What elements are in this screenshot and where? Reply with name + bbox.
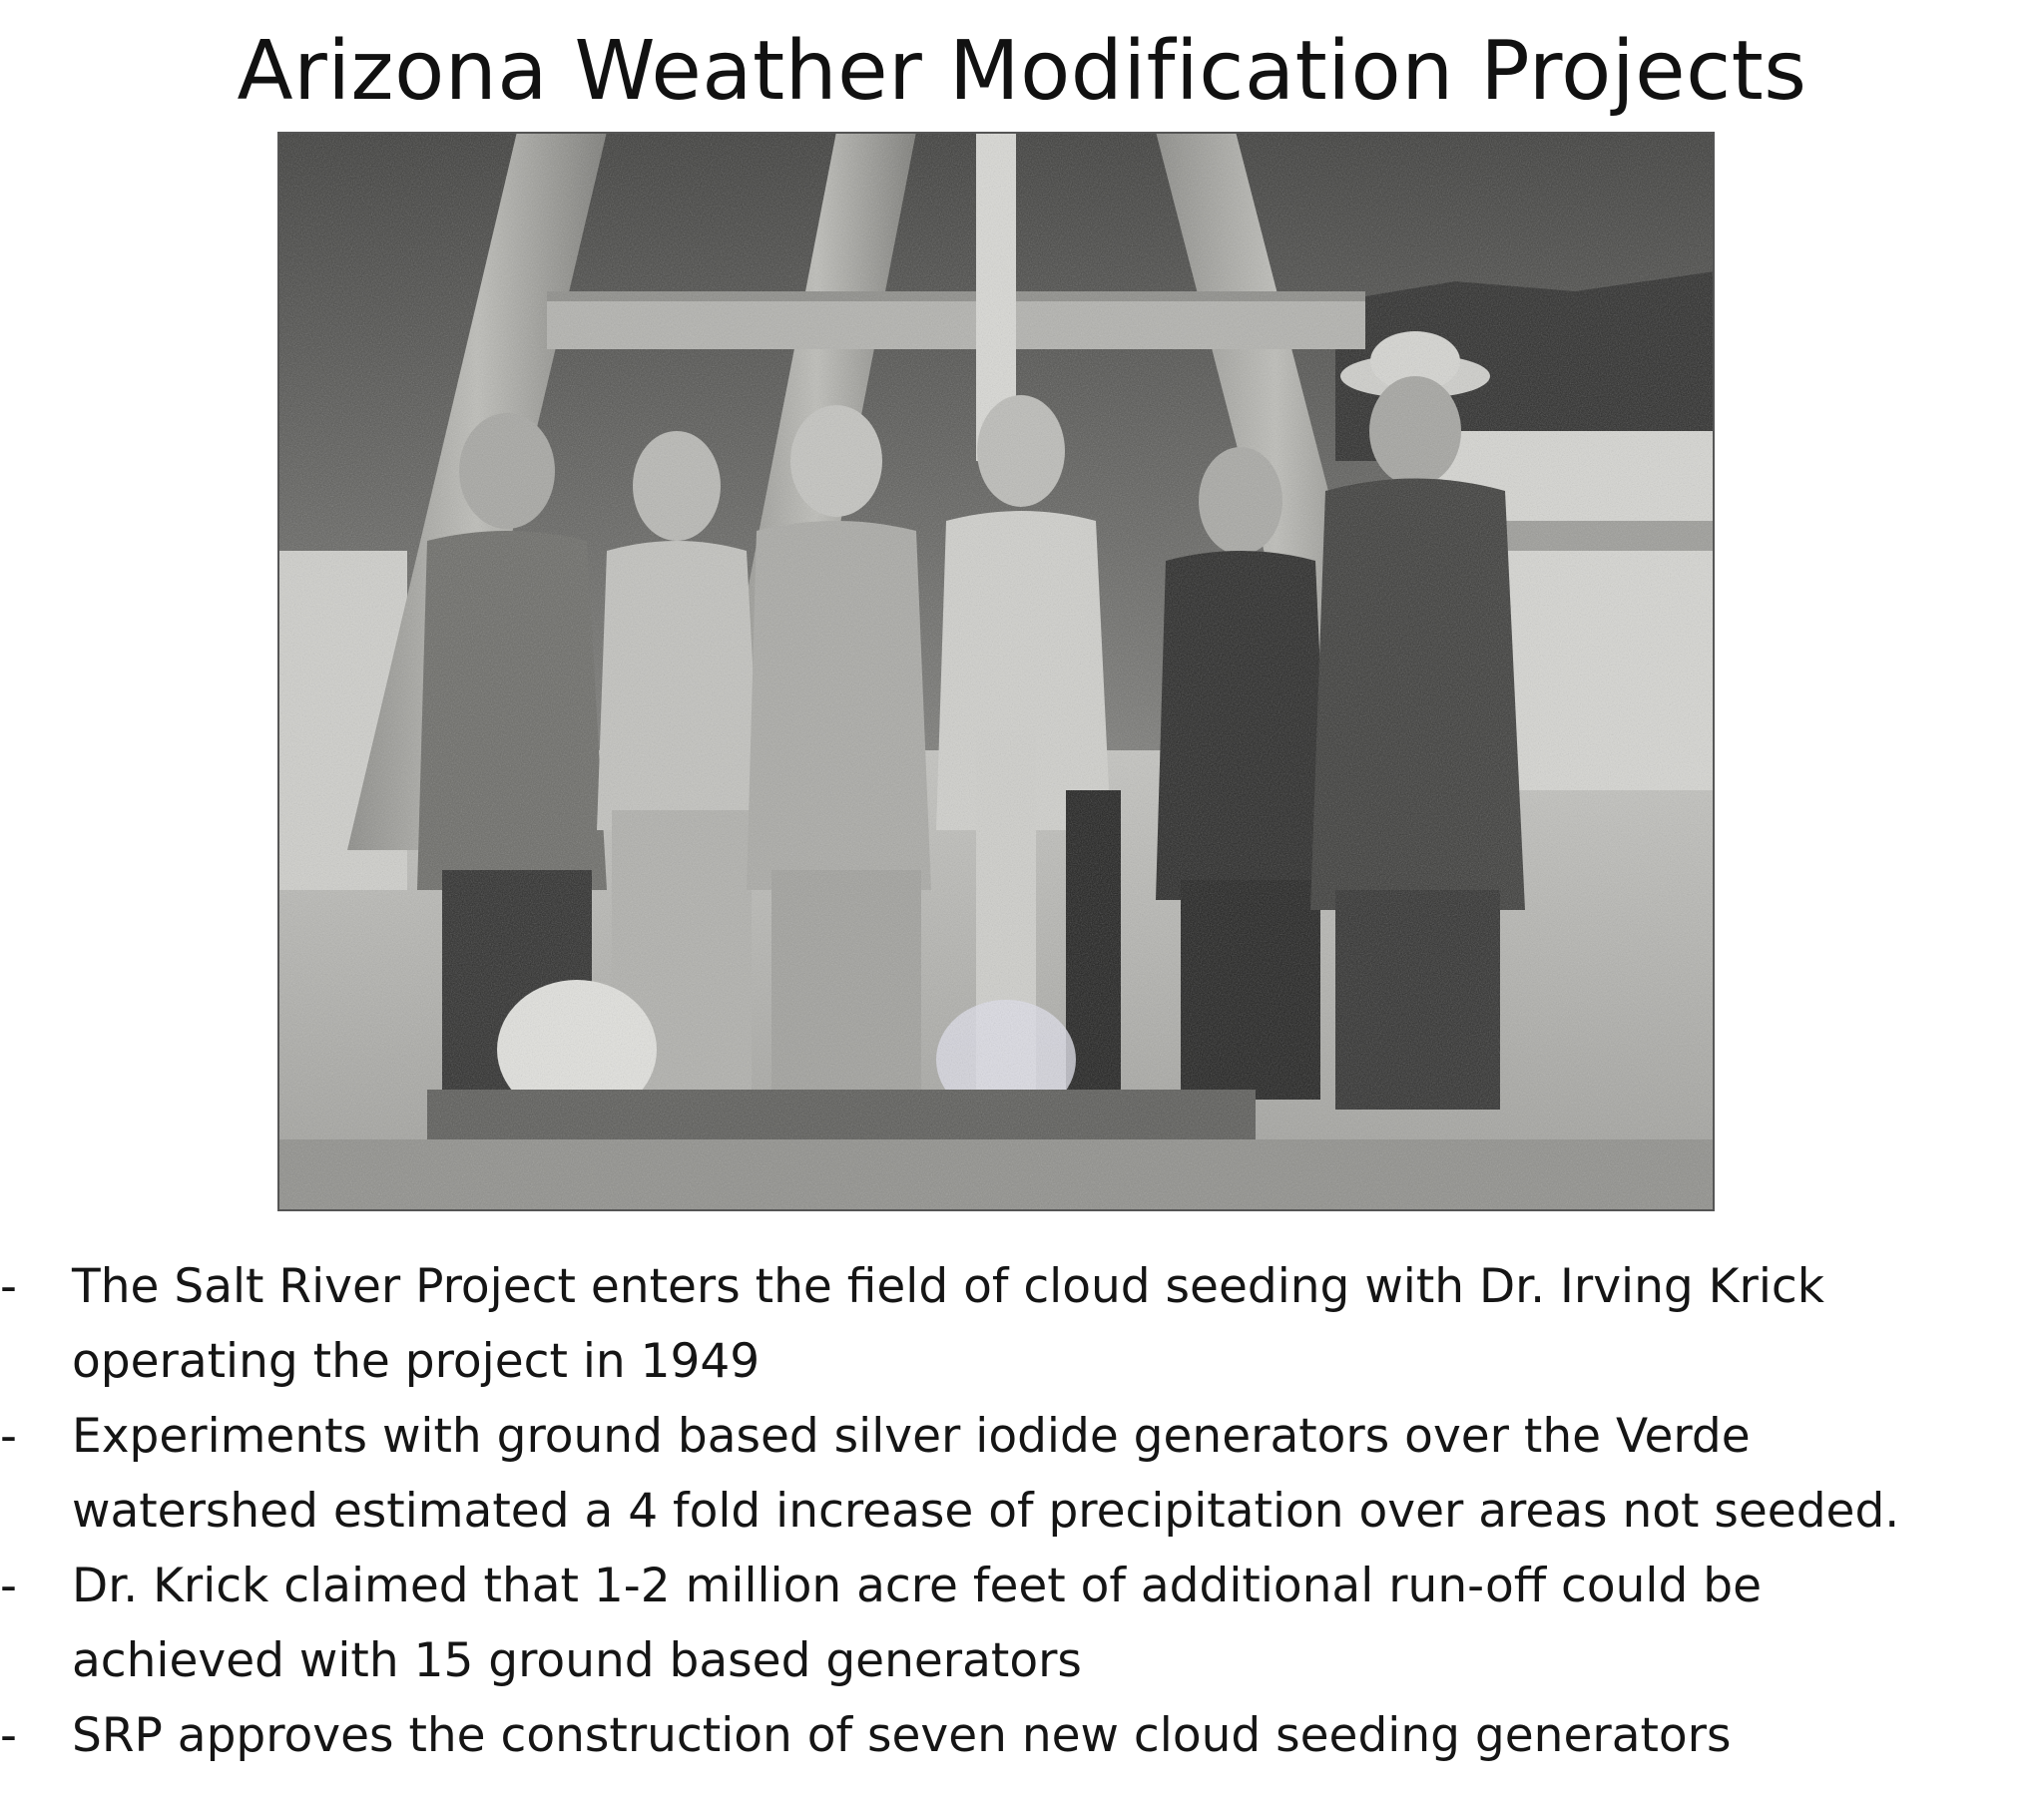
bullet-item: [0, 1399, 1956, 1549]
historic-photo: [277, 132, 1715, 1211]
bullet-dash: -: [0, 1409, 17, 1464]
photo-illustration: [277, 132, 1715, 1211]
bullet-dash: -: [0, 1259, 17, 1314]
bullet-text: The Salt River Project enters the field of cloud seeding with Dr. Irving Krick operating the project in 1949: [72, 1259, 1824, 1389]
bullet-text: Dr. Krick claimed that 1-2 million acre feet of additional run-off could be achieved with 15 ground based generators: [72, 1559, 1763, 1688]
bullet-item: [0, 1549, 1956, 1698]
bullet-dash: -: [0, 1708, 17, 1763]
slide-title: Arizona Weather Modification Projects: [237, 24, 1807, 119]
bullet-text: SRP approves the construction of seven new cloud seeding generators: [72, 1708, 1732, 1763]
bullet-list: [0, 1249, 2044, 1773]
bullet-dash: -: [0, 1559, 17, 1613]
bullet-text: Experiments with ground based silver iodide generators over the Verde watershed estimated a 4 fold increase of precipitation over areas not seeded.: [72, 1409, 1900, 1539]
bullet-item: [0, 1249, 1956, 1399]
bullet-item: [0, 1698, 1956, 1773]
